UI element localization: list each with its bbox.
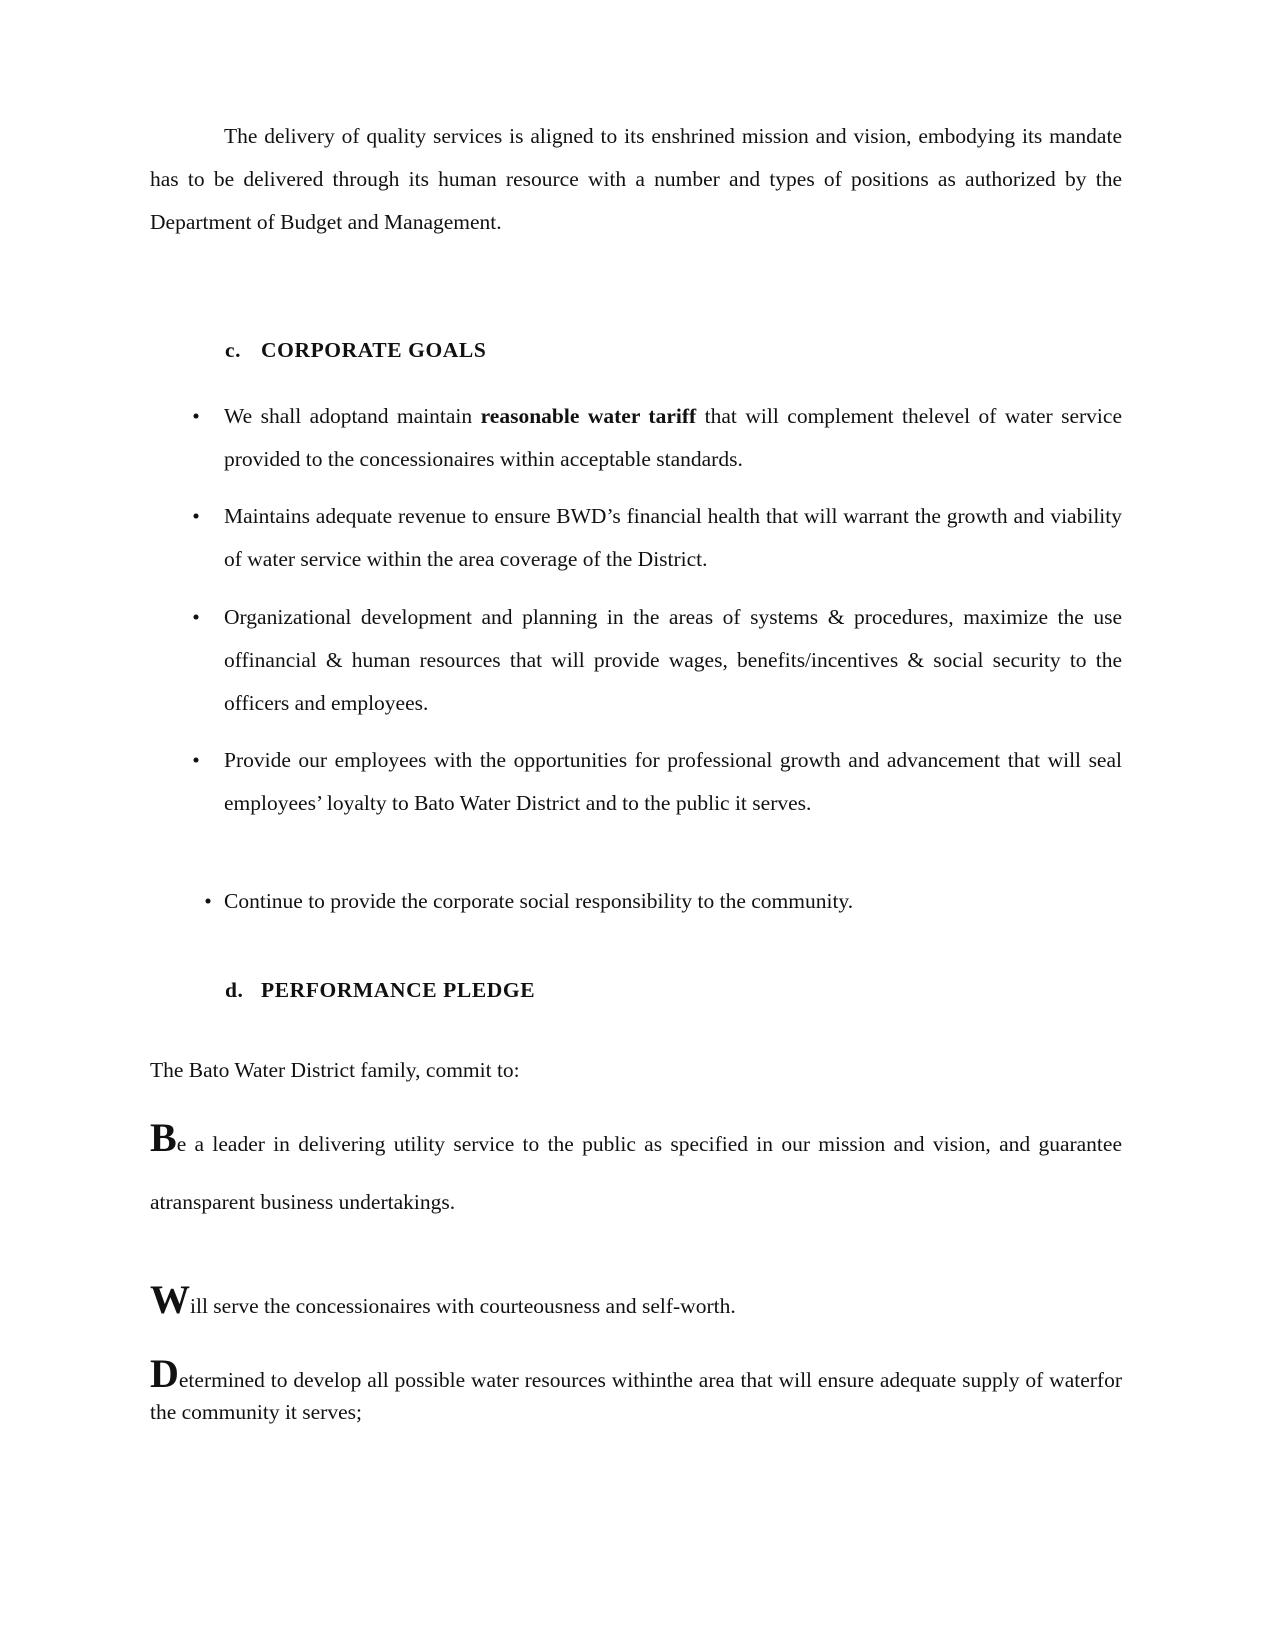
goal-text: Maintains adequate revenue to ensure BWD’s financial health that will warrant the growth and viability of water service within the area coverage of the District. — [224, 504, 1122, 571]
pledge-initial: B — [150, 1115, 177, 1160]
goal-item — [192, 739, 1122, 825]
section-title: CORPORATE GOALS — [261, 338, 487, 362]
section-title: PERFORMANCE PLEDGE — [261, 978, 536, 1002]
goal-text-after: that will complement thelevel of water service provided to the concessionaires within acceptable standards. — [224, 404, 1122, 471]
pledge-item — [150, 1351, 1122, 1428]
section-heading-performance-pledge — [225, 975, 535, 1005]
pledge-item — [150, 1115, 1122, 1231]
commit-statement: The Bato Water District family, commit to: — [150, 1058, 520, 1082]
goal-text: Provide our employees with the opportunities for professional growth and advancement that will seal employees’ loyalty to Bato Water District and to the public it serves. — [224, 748, 1122, 815]
section-letter: d. — [225, 978, 244, 1002]
pledge-initial: W — [150, 1277, 190, 1322]
goal-item — [192, 596, 1122, 725]
goal-text: Organizational development and planning in the areas of systems & procedures, maximize the use offinancial & human resources that will provide wages, benefits/incentives & social security to the officers and employees. — [224, 605, 1122, 715]
pledge-text: e a leader in delivering utility service to the public as specified in our mission and vision, and guarantee atransparent business undertakings. — [150, 1132, 1122, 1214]
pledge-text: etermined to develop all possible water resources withinthe area that will ensure adequate supply of waterfor the community it serves; — [150, 1368, 1122, 1424]
goal-text: Continue to provide the corporate social responsibility to the community. — [224, 889, 854, 913]
goal-item — [204, 880, 1122, 923]
goal-item — [192, 495, 1122, 581]
goal-item — [192, 395, 1122, 481]
bullet-icon: • — [192, 504, 200, 528]
bullet-icon: • — [192, 748, 200, 772]
intro-paragraph: The delivery of quality services is aligned to its enshrined mission and vision, embodying its mandate has to be delivered through its human resource with a number and types of positions as authorized by the Department of Budget and Management. — [150, 124, 1122, 234]
pledge-text: ill serve the concessionaires with courteousness and self-worth. — [190, 1294, 736, 1318]
pledge-initial: D — [150, 1351, 179, 1396]
section-heading-corporate-goals — [225, 335, 486, 365]
bullet-icon: • — [192, 404, 200, 428]
goal-text-before: We shall adoptand maintain — [224, 404, 481, 428]
section-letter: c. — [225, 338, 242, 362]
pledge-item — [150, 1277, 1122, 1326]
goal-text-bold: reasonable water tariff — [480, 404, 697, 428]
bullet-icon: • — [192, 605, 200, 629]
bullet-icon: • — [204, 889, 212, 913]
